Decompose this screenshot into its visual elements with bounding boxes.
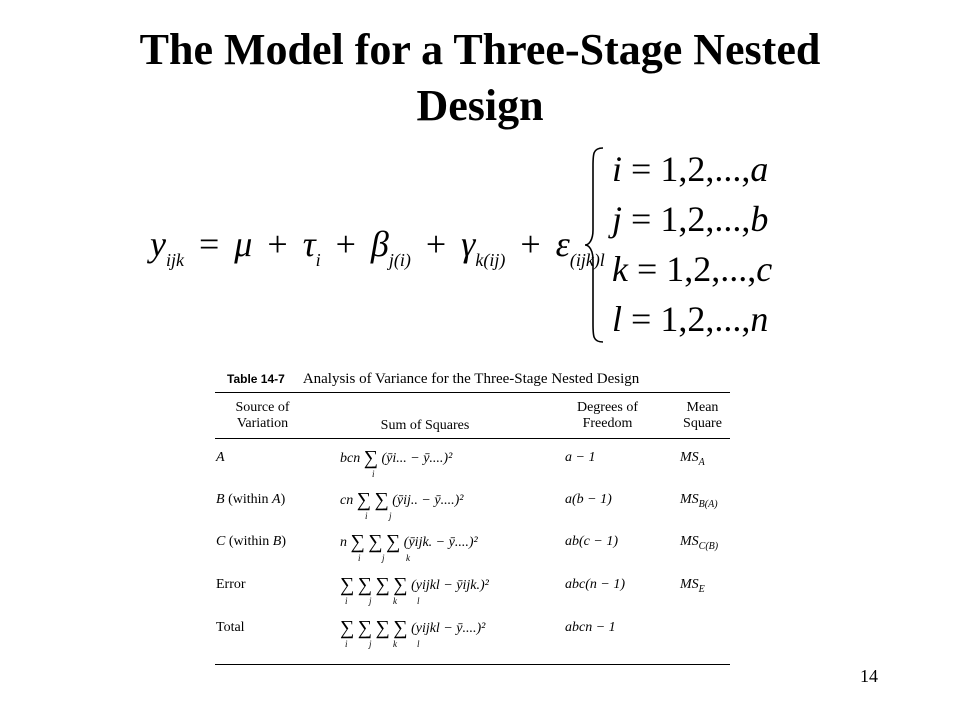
sum-index: l <box>417 639 420 649</box>
row-mean-square: $MS_{C(B)}$ <box>680 534 719 552</box>
row-sum-of-squares <box>340 447 453 479</box>
eq-beta: β <box>370 224 389 264</box>
sum-symbol-icon: ∑ <box>393 574 408 596</box>
ss-expression: (yijkl − ȳijk.)² <box>411 578 489 593</box>
row-source: B (within A) <box>216 492 286 507</box>
sum-symbol-icon: ∑ <box>357 617 373 639</box>
sum-index: j <box>369 639 372 649</box>
index-ranges <box>612 144 772 344</box>
sum-index: i <box>372 469 375 479</box>
sum-symbol-icon: ∑ <box>375 617 390 639</box>
case-j: j = 1,2,...,b <box>612 199 769 239</box>
table-row <box>215 531 730 574</box>
eq-tau: τ <box>302 224 316 264</box>
row-degrees-of-freedom: abcn − 1 <box>565 620 616 635</box>
ss-prefix: bcn <box>340 451 364 466</box>
eq-y-sub: ijk <box>165 250 184 270</box>
sum-symbol-icon: ∑ <box>356 489 371 511</box>
top-rule <box>215 392 730 393</box>
anova-table <box>215 362 730 674</box>
row-source: C (within B) <box>216 534 287 549</box>
eq-plus-1: + <box>267 224 288 264</box>
header-rule <box>215 438 730 439</box>
row-degrees-of-freedom: a − 1 <box>565 450 596 465</box>
eq-equals: = <box>198 224 220 264</box>
header-source: Source of Variation <box>235 400 290 431</box>
sum-symbol-icon: ∑ <box>375 574 390 596</box>
row-sum-of-squares <box>340 574 489 606</box>
header-ms: Mean Square <box>683 400 722 431</box>
row-degrees-of-freedom: abc(n − 1) <box>565 577 625 592</box>
sum-index: k <box>393 639 397 649</box>
ss-expression: (ȳijk. − ȳ....)² <box>403 535 478 550</box>
eq-tau-sub: i <box>315 250 321 270</box>
row-sum-of-squares <box>340 489 464 521</box>
model-equation <box>150 140 810 350</box>
sum-index: k <box>393 596 397 606</box>
table-row <box>215 617 730 660</box>
left-brace-icon <box>583 146 605 344</box>
title-line-2: Design <box>416 81 544 130</box>
row-degrees-of-freedom: ab(c − 1) <box>565 534 618 549</box>
page-number: 14 <box>860 666 878 686</box>
sum-symbol-icon: ∑ <box>340 617 355 639</box>
row-mean-square: $MS_{B(A)}$ <box>680 492 718 510</box>
sum-index: i <box>358 553 361 563</box>
sum-index: l <box>417 596 420 606</box>
row-source: Error <box>216 577 246 592</box>
eq-y: y <box>150 224 166 264</box>
table-row <box>215 574 730 617</box>
sum-symbol-icon: ∑ <box>374 489 389 511</box>
header-df: Degrees of Freedom <box>576 400 639 431</box>
ss-expression: (ȳij.. − ȳ....)² <box>392 493 464 508</box>
sum-symbol-icon: ∑ <box>368 531 383 553</box>
case-i: i = 1,2,...,a <box>612 149 769 189</box>
table-number: Table 14-7 <box>227 372 285 386</box>
sum-index: j <box>389 511 392 521</box>
sum-symbol-icon: ∑ <box>340 574 355 596</box>
sum-index: i <box>345 596 348 606</box>
row-degrees-of-freedom: a(b − 1) <box>565 492 612 507</box>
eq-plus-4: + <box>520 224 541 264</box>
eq-plus-3: + <box>425 224 447 264</box>
row-source: Total <box>216 620 245 635</box>
row-mean-square: $MS_A$ <box>680 450 705 468</box>
title-line-1: The Model for a Three-Stage Nested <box>139 25 821 74</box>
bottom-rule <box>215 664 730 665</box>
sum-index: k <box>406 553 410 563</box>
equation-lhs-rhs <box>150 222 605 282</box>
eq-gamma-sub: k(ij) <box>475 250 506 270</box>
sum-index: i <box>345 639 348 649</box>
table-row <box>215 489 730 532</box>
row-mean-square: $MS_E$ <box>680 577 705 595</box>
eq-mu: μ <box>234 224 253 264</box>
sum-symbol-icon: ∑ <box>393 617 408 639</box>
header-ss: Sum of Squares <box>380 418 470 433</box>
sum-symbol-icon: ∑ <box>350 531 365 553</box>
case-l: l = 1,2,...,n <box>612 299 769 339</box>
eq-eps: ε <box>555 224 570 264</box>
sum-index: j <box>382 553 385 563</box>
row-source: A <box>216 450 225 465</box>
sum-symbol-icon: ∑ <box>363 447 378 469</box>
eq-eps-sub: (ijk)l <box>569 250 605 270</box>
row-sum-of-squares <box>340 617 486 649</box>
eq-plus-2: + <box>335 224 356 264</box>
table-row <box>215 447 730 490</box>
ss-expression: (ȳi... − ȳ....)² <box>381 451 453 466</box>
sum-index: j <box>369 596 372 606</box>
sum-symbol-icon: ∑ <box>357 574 373 596</box>
table-title: Analysis of Variance for the Three-Stage Nested Design <box>302 371 640 387</box>
sum-symbol-icon: ∑ <box>386 531 401 553</box>
slide-title <box>60 22 900 134</box>
table-caption <box>227 370 639 388</box>
case-k: k = 1,2,...,c <box>612 249 773 289</box>
eq-gamma: γ <box>461 224 476 264</box>
ss-expression: (yijkl − ȳ....)² <box>411 621 486 636</box>
ss-prefix: n <box>340 535 351 550</box>
row-sum-of-squares <box>340 531 478 563</box>
eq-beta-sub: j(i) <box>388 250 411 270</box>
ss-prefix: cn <box>340 493 357 508</box>
sum-index: i <box>365 511 368 521</box>
